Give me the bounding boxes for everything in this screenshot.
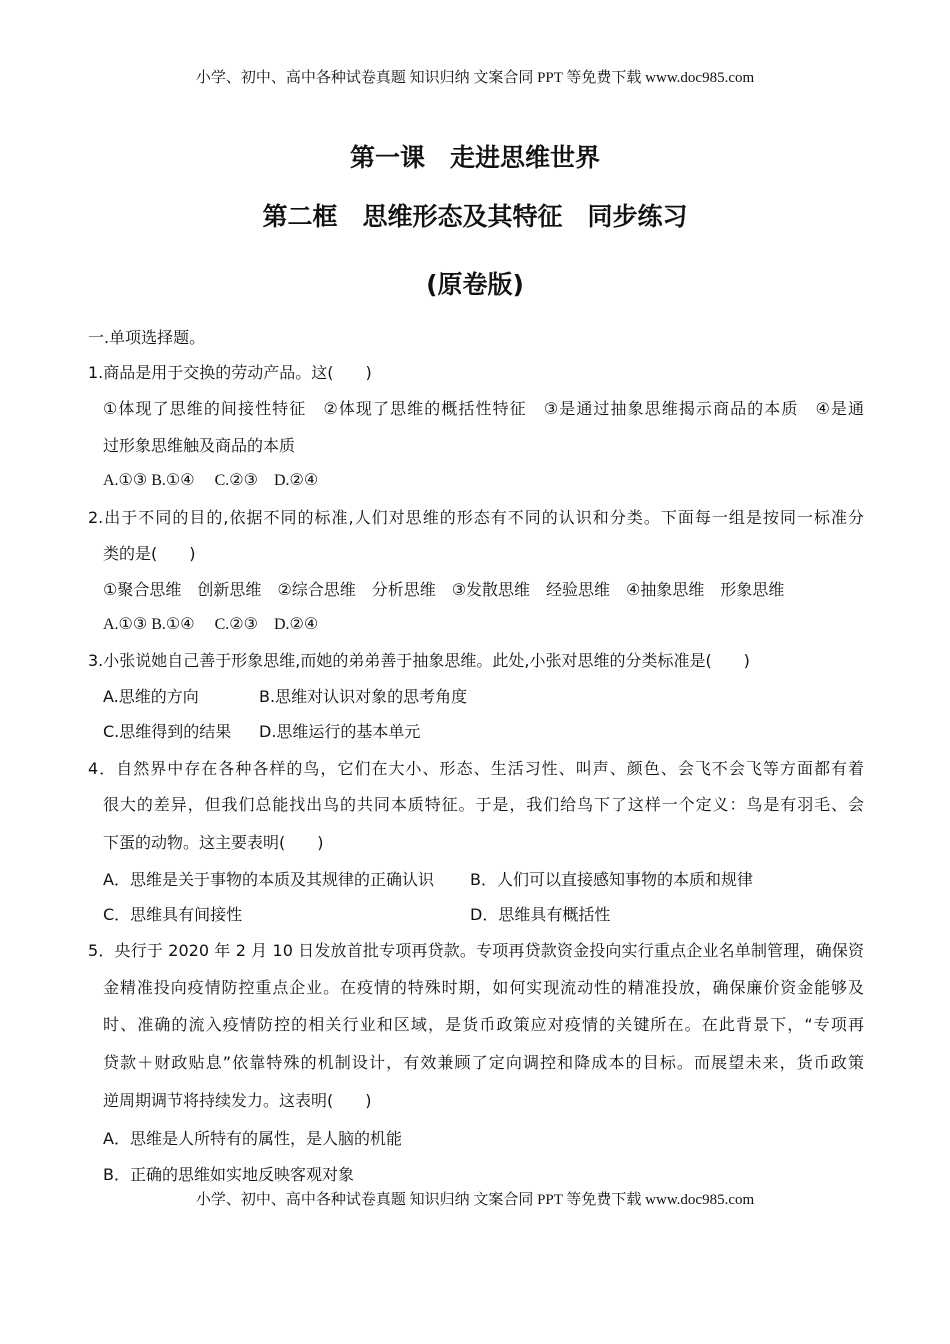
option-a: A．思维是关于事物的本质及其规律的正确认识 [103,870,434,889]
question-text: 下蛋的动物。这主要表明( ) [103,833,324,852]
question-text: 金精准投向疫情防控重点企业。在疫情的特殊时期，如何实现流动性的精准投放，确保廉价资金能够及 [103,978,864,997]
question-text: 类的是( ) [103,544,196,563]
option-d: D．思维具有概括性 [470,905,611,924]
question-text: 逆周期调节将持续发力。这表明( ) [103,1091,372,1110]
page-footer: 小学、初中、高中各种试卷真题 知识归纳 文案合同 PPT 等免费下载 www.doc985.com [195,1192,755,1208]
option-a: A.思维的方向 [103,687,199,706]
option-d: D.思维运行的基本单元 [259,722,421,741]
question-text: 过形象思维触及商品的本质 [103,436,296,455]
answer-options: A.①③ B.①④ C.②③ D.②④ [103,616,319,633]
question-text: 贷款＋财政贴息”依靠特殊的机制设计，有效兼顾了定向调控和降成本的目标。而展望未来，货币政策 [103,1053,864,1072]
option-b: B．正确的思维如实地反映客观对象 [103,1165,354,1184]
question-stem: 5．央行于 2020 年 2 月 10 日发放首批专项再贷款。专项再贷款资金投向实行重点企业名单制管理，确保资 [88,941,864,960]
section-heading: 一.单项选择题。 [88,328,206,347]
option-c: C.思维得到的结果 [103,722,232,741]
page-title: 第一课 走进思维世界 [349,143,600,172]
edition-label: (原卷版) [426,270,524,299]
page-subtitle: 第二框 思维形态及其特征 同步练习 [262,202,688,231]
page-header: 小学、初中、高中各种试卷真题 知识归纳 文案合同 PPT 等免费下载 www.doc985.com [195,70,755,86]
question-text: 时、准确的流入疫情防控的相关行业和区域，是货币政策应对疫情的关键所在。在此背景下，“专项再 [103,1015,864,1034]
option-a: A．思维是人所特有的属性，是人脑的机能 [103,1129,402,1148]
option-b: B．人们可以直接感知事物的本质和规律 [470,870,753,889]
question-stem: 4．自然界中存在各种各样的鸟，它们在大小、形态、生活习性、叫声、颜色、会飞不会飞等方面都有着 [88,759,864,778]
question-text: 很大的差异，但我们总能找出鸟的共同本质特征。于是，我们给鸟下了这样一个定义：鸟是有羽毛、会 [103,795,864,814]
question-stem: 2.出于不同的目的,依据不同的标准,人们对思维的形态有不同的认识和分类。下面每一组是按同一标准分 [88,508,864,527]
option-b: B.思维对认识对象的思考角度 [259,687,468,706]
question-stem: 3.小张说她自己善于形象思维,而她的弟弟善于抽象思维。此处,小张对思维的分类标准是( ) [88,651,750,670]
question-text: ①聚合思维 创新思维 ②综合思维 分析思维 ③发散思维 经验思维 ④抽象思维 形象思维 [103,580,785,599]
option-c: C．思维具有间接性 [103,905,243,924]
answer-options: A.①③ B.①④ C.②③ D.②④ [103,472,319,489]
question-text: ①体现了思维的间接性特征 ②体现了思维的概括性特征 ③是通过抽象思维揭示商品的本质 ④是通 [103,399,864,418]
question-stem: 1.商品是用于交换的劳动产品。这( ) [88,363,372,382]
